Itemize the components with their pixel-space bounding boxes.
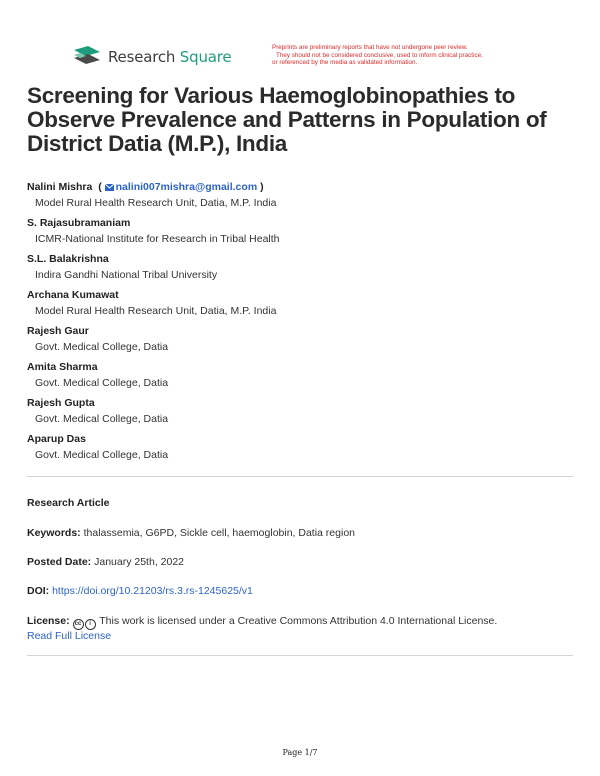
author-entry bbox=[27, 397, 577, 433]
cc-icon: cc bbox=[73, 619, 84, 630]
author-entry bbox=[27, 361, 577, 397]
author-name: S. Rajasubramaniam bbox=[27, 217, 131, 229]
notice-line: Preprints are preliminary reports that have not undergone peer review. bbox=[272, 44, 468, 51]
author-name: Nalini Mishra bbox=[27, 181, 93, 193]
keywords-value: thalassemia, G6PD, Sickle cell, haemoglobin, Datia region bbox=[83, 527, 355, 539]
author-affiliation: Govt. Medical College, Datia bbox=[35, 413, 169, 425]
author-name: Rajesh Gupta bbox=[27, 397, 95, 409]
author-list bbox=[27, 181, 577, 469]
author-entry bbox=[27, 217, 577, 253]
header bbox=[72, 46, 542, 76]
research-square-logo-icon bbox=[72, 46, 102, 68]
author-name: Archana Kumawat bbox=[27, 289, 119, 301]
author-affiliation: Model Rural Health Research Unit, Datia, M.P. India bbox=[35, 197, 277, 209]
author-affiliation: Model Rural Health Research Unit, Datia, M.P. India bbox=[35, 305, 277, 317]
notice-line: They should not be considered conclusive, used to inform clinical practice, bbox=[276, 51, 483, 59]
author-affiliation: Govt. Medical College, Datia bbox=[35, 449, 169, 461]
attribution-icon: i bbox=[85, 619, 96, 630]
mail-icon bbox=[105, 184, 114, 191]
divider bbox=[27, 476, 573, 477]
logo-text: Research Square bbox=[108, 48, 232, 66]
author-name: S.L. Balakrishna bbox=[27, 253, 109, 265]
author-entry bbox=[27, 253, 577, 289]
author-entry bbox=[27, 289, 577, 325]
posted-label: Posted Date: bbox=[27, 556, 92, 568]
doi bbox=[27, 585, 253, 598]
keywords bbox=[27, 527, 355, 540]
posted-date bbox=[27, 556, 184, 569]
author-name: Amita Sharma bbox=[27, 361, 98, 373]
author-entry bbox=[27, 325, 577, 361]
divider bbox=[27, 655, 573, 656]
author-affiliation: ICMR-National Institute for Research in Tribal Health bbox=[35, 233, 280, 245]
author-name: Aparup Das bbox=[27, 433, 86, 445]
research-square-logo[interactable] bbox=[72, 46, 231, 68]
author-email-link[interactable]: nalini007mishra@gmail.com bbox=[115, 181, 258, 193]
author-affiliation: Govt. Medical College, Datia bbox=[35, 377, 169, 389]
author-entry: Nalini Mishra ( nalini007mishra@gmail.com ) Model Rural Health Research Unit, Datia, M.P. India bbox=[27, 181, 577, 217]
doi-link[interactable]: https://doi.org/10.21203/rs.3.rs-1245625/v1 bbox=[52, 585, 253, 597]
read-full-license-link[interactable]: Read Full License bbox=[27, 630, 112, 642]
notice-line: or referenced by the media as validated information. bbox=[272, 59, 418, 67]
author-name: Rajesh Gaur bbox=[27, 325, 89, 337]
doi-label: DOI: bbox=[27, 585, 50, 597]
license-label: License: bbox=[27, 615, 70, 627]
paper-title: Screening for Various Haemoglobinopathies to Observe Prevalence and Patterns in Population of District Datia (M.P.), India bbox=[27, 83, 547, 156]
author-affiliation: Govt. Medical College, Datia bbox=[35, 341, 169, 353]
posted-value: January 25th, 2022 bbox=[94, 556, 185, 568]
page-number: Page 1/7 bbox=[282, 748, 318, 757]
keywords-label: Keywords: bbox=[27, 527, 81, 539]
license-text: This work is licensed under a Creative Commons Attribution 4.0 International License. bbox=[99, 615, 498, 627]
author-affiliation: Indira Gandhi National Tribal University bbox=[35, 269, 218, 281]
preprint-notice bbox=[272, 44, 542, 67]
article-type: Research Article bbox=[27, 497, 110, 509]
license bbox=[27, 615, 573, 643]
author-entry bbox=[27, 433, 577, 469]
